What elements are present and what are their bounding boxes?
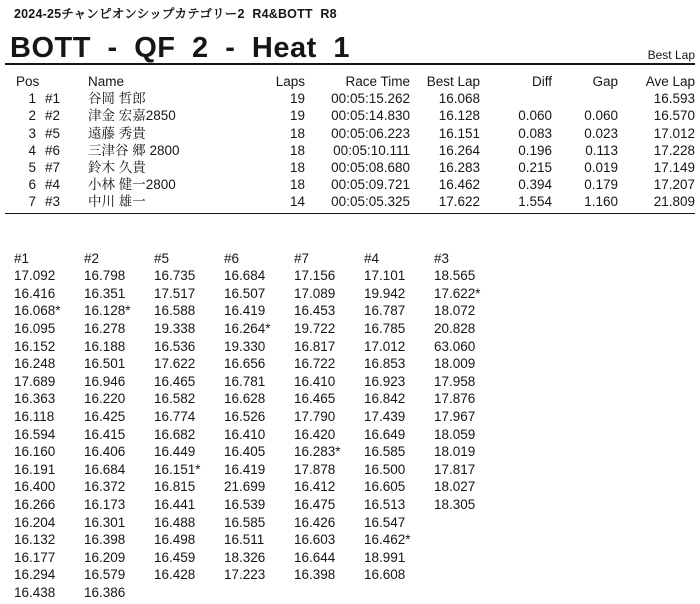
lap-time-cell: 16.536 (154, 338, 196, 354)
lap-time-cell: 16.301 (84, 514, 126, 530)
results-cell-name: 津金 宏嘉2850 (88, 108, 176, 124)
lap-time-cell (434, 584, 504, 602)
lap-time-cell: 17.967 (434, 408, 476, 424)
lap-time-cell: 17.517 (154, 285, 196, 301)
results-col-header-diff: Diff (531, 74, 552, 89)
results-cell-gap: 0.113 (585, 142, 618, 158)
results-col-header-ave_lap: Ave Lap (645, 74, 695, 89)
lap-time-cell: 16.406 (84, 444, 126, 460)
lap-time-cell: 16.151* (154, 461, 201, 477)
lap-time-cell: 16.248 (14, 356, 56, 372)
results-cell-diff: 0.394 (518, 177, 552, 193)
results-cell-name: 三津谷 郷 2800 (88, 142, 180, 158)
lap-row (14, 566, 504, 584)
lap-time-cell: 16.500 (364, 461, 406, 477)
lap-row (14, 320, 504, 338)
lap-time-cell: 18.991 (364, 549, 406, 565)
lap-time-cell: 16.526 (224, 408, 266, 424)
results-header-row (14, 73, 695, 90)
lap-time-cell: 16.410 (294, 373, 336, 389)
results-divider (5, 213, 695, 214)
lap-time-cell: 17.622 (154, 356, 196, 372)
lap-time-cell: 16.132 (14, 532, 56, 548)
lap-time-cell: 16.405 (224, 444, 266, 460)
lap-time-cell: 17.439 (364, 408, 406, 424)
results-cell-best_lap: 16.462 (438, 177, 480, 193)
lap-time-cell: 17.156 (294, 268, 336, 284)
results-cell-diff: 0.196 (518, 142, 552, 158)
lap-time-cell: 16.735 (154, 268, 196, 284)
page-title: BOTT - QF 2 - Heat 1 (10, 32, 350, 64)
lap-time-cell: 16.588 (154, 303, 196, 319)
results-cell-num: #5 (45, 125, 61, 141)
lap-time-cell (154, 584, 224, 602)
lap-time-cell: 18.072 (434, 303, 476, 319)
results-cell-name: 小林 健一2800 (88, 177, 176, 193)
results-cell-pos: 4 (28, 142, 36, 158)
results-cell-best_lap: 16.151 (438, 125, 480, 141)
lap-col-header: #2 (84, 250, 100, 266)
lap-time-cell (224, 584, 294, 602)
lap-time-cell: 16.459 (154, 549, 196, 565)
lap-time-cell (434, 566, 504, 584)
lap-time-cell: 16.294 (14, 567, 56, 583)
lap-time-cell (434, 531, 504, 549)
lap-time-cell: 16.605 (364, 479, 406, 495)
lap-time-cell: 16.787 (364, 303, 406, 319)
results-row (14, 90, 695, 107)
lap-time-cell: 19.338 (154, 321, 196, 336)
results-cell-diff: 1.554 (518, 194, 552, 210)
lap-time-cell: 16.649 (364, 426, 406, 442)
lap-time-cell: 16.372 (84, 479, 126, 495)
lap-time-cell: 16.449 (154, 444, 196, 460)
results-cell-race_time: 00:05:09.721 (331, 177, 410, 193)
results-cell-diff: 0.083 (518, 125, 552, 141)
lap-time-cell: 16.582 (154, 391, 196, 407)
title-row (5, 22, 695, 63)
results-cell-gap: 1.160 (584, 194, 618, 210)
lap-time-cell: 16.283* (294, 444, 341, 460)
lap-time-cell: 16.608 (364, 567, 406, 583)
lap-time-cell (434, 549, 504, 567)
lap-row (14, 478, 504, 496)
lap-time-cell: 18.326 (224, 549, 266, 565)
results-cell-num: #6 (45, 142, 61, 158)
lap-time-cell: 17.089 (294, 285, 336, 301)
results-cell-ave_lap: 17.207 (653, 177, 695, 193)
lap-time-cell: 16.501 (84, 356, 126, 372)
results-col-header-laps: Laps (275, 74, 305, 89)
lap-time-cell: 16.853 (364, 356, 406, 372)
lap-time-cell: 17.958 (434, 373, 476, 389)
lap-time-cell: 17.223 (224, 567, 266, 583)
results-cell-gap: 0.023 (584, 125, 618, 141)
results-row (14, 193, 695, 210)
lap-time-cell: 17.092 (14, 268, 56, 284)
lap-time-cell: 16.177 (14, 549, 56, 565)
best-lap-note: Best Lap (647, 48, 695, 62)
lap-time-cell: 16.068* (14, 303, 61, 319)
lap-time-cell: 16.419 (224, 303, 266, 319)
lap-time-cell: 16.386 (84, 584, 126, 600)
lap-time-cell: 16.603 (294, 532, 336, 548)
results-cell-gap (552, 90, 618, 107)
lap-time-cell: 16.684 (84, 461, 126, 477)
lap-row (14, 285, 504, 303)
lap-row (14, 461, 504, 479)
lap-time-cell: 16.398 (84, 532, 126, 548)
results-cell-pos: 5 (28, 160, 36, 176)
results-col-header-pos: Pos (16, 74, 40, 89)
lap-col-header: #6 (224, 250, 240, 266)
lap-time-cell: 16.173 (84, 496, 126, 512)
lap-time-cell: 16.817 (294, 338, 336, 354)
lap-time-cell: 17.012 (364, 338, 406, 354)
lap-time-cell: 16.438 (14, 584, 56, 600)
results-body (14, 90, 695, 210)
lap-time-cell: 16.465 (294, 391, 336, 407)
lap-time-cell: 16.946 (84, 373, 126, 389)
results-cell-laps: 18 (289, 125, 305, 141)
lap-col-header: #5 (154, 250, 170, 266)
lap-time-cell: 16.475 (294, 496, 336, 512)
results-cell-race_time: 00:05:14.830 (331, 108, 410, 124)
results-cell-name: 鈴木 久貴 (88, 160, 146, 176)
results-cell-num: #3 (45, 194, 61, 210)
lap-time-cell: 18.019 (434, 444, 476, 460)
lap-time-cell: 16.410 (224, 426, 266, 442)
lap-col-header: #7 (294, 250, 310, 266)
lap-row (14, 426, 504, 444)
document-header (5, 6, 695, 63)
lap-time-cell: 16.415 (84, 426, 126, 442)
results-row (14, 125, 695, 142)
lap-row (14, 338, 504, 356)
results-row (14, 142, 695, 159)
results-col-header-race_time: Race Time (345, 74, 410, 89)
results-cell-gap: 0.019 (584, 160, 618, 176)
lap-time-cell: 17.876 (434, 391, 476, 407)
results-col-header-gap: Gap (592, 74, 618, 89)
lap-row (14, 443, 504, 461)
lap-time-cell: 16.453 (294, 303, 336, 319)
lap-time-cell: 16.785 (364, 321, 406, 336)
results-cell-ave_lap: 16.570 (653, 108, 695, 124)
lap-time-cell: 16.507 (224, 285, 266, 301)
lap-time-cell: 16.128* (84, 303, 131, 319)
lap-row (14, 496, 504, 514)
lap-row (14, 302, 504, 320)
lap-time-cell: 16.511 (224, 532, 265, 548)
lap-time-cell: 16.465 (154, 373, 196, 389)
results-cell-laps: 18 (289, 160, 305, 176)
results-cell-ave_lap: 21.809 (653, 194, 695, 210)
results-cell-best_lap: 16.068 (438, 91, 480, 107)
results-cell-num: #2 (45, 108, 61, 124)
lap-time-cell: 16.204 (14, 514, 56, 530)
lap-time-cell: 16.585 (364, 444, 406, 460)
lap-time-cell: 16.220 (84, 391, 126, 407)
lap-times-table (14, 250, 504, 602)
results-cell-name: 谷岡 哲郎 (88, 91, 146, 107)
results-cell-name: 中川 雄一 (88, 194, 146, 210)
results-cell-ave_lap: 16.593 (653, 91, 695, 107)
lap-col-header: #3 (434, 250, 450, 266)
results-cell-num: #4 (45, 177, 61, 193)
lap-time-cell: 16.160 (14, 444, 56, 460)
lap-time-cell: 18.009 (434, 356, 476, 372)
lap-time-cell: 16.363 (14, 391, 56, 407)
lap-time-cell: 16.152 (14, 338, 56, 354)
lap-time-cell: 21.699 (224, 479, 266, 495)
lap-time-cell: 63.060 (434, 338, 476, 354)
lap-time-cell: 16.539 (224, 496, 266, 512)
lap-time-cell: 16.594 (14, 426, 56, 442)
results-cell-laps: 19 (289, 108, 305, 124)
lap-header-row (14, 250, 504, 268)
results-cell-name: 遠藤 秀貴 (88, 125, 146, 141)
results-cell-laps: 18 (289, 177, 305, 193)
results-cell-ave_lap: 17.149 (653, 160, 695, 176)
results-cell-laps: 14 (289, 194, 305, 210)
lap-time-cell (434, 514, 504, 532)
lap-time-cell: 16.266 (14, 496, 56, 512)
lap-time-cell: 16.656 (224, 356, 266, 372)
results-col-header-num (42, 73, 68, 90)
lap-time-cell: 16.842 (364, 391, 406, 407)
lap-col-header: #4 (364, 250, 380, 266)
lap-time-cell: 16.815 (154, 479, 196, 495)
lap-row (14, 531, 504, 549)
lap-time-cell: 16.278 (84, 321, 126, 336)
lap-time-cell: 17.790 (294, 408, 336, 424)
lap-time-cell: 16.420 (294, 426, 336, 442)
lap-time-cell: 16.722 (294, 356, 336, 372)
lap-time-cell: 19.330 (224, 338, 266, 354)
lap-row (14, 390, 504, 408)
lap-time-cell: 18.059 (434, 426, 476, 442)
results-cell-diff: 0.060 (518, 108, 552, 124)
lap-time-cell: 16.644 (294, 549, 336, 565)
lap-time-cell: 19.942 (364, 285, 406, 301)
lap-time-cell (364, 584, 434, 602)
results-cell-num: #7 (45, 160, 61, 176)
results-cell-num: #1 (45, 91, 61, 107)
lap-time-cell: 17.817 (434, 461, 476, 477)
lap-time-cell: 16.264* (224, 321, 271, 336)
results-cell-pos: 1 (28, 91, 36, 107)
lap-time-cell: 16.400 (14, 479, 56, 495)
results-row (14, 107, 695, 124)
lap-time-cell: 16.191 (14, 461, 56, 477)
lap-time-cell: 16.426 (294, 514, 336, 530)
results-cell-diff (480, 90, 552, 107)
results-col-header-name: Name (88, 74, 125, 89)
results-table (14, 73, 695, 211)
lap-time-cell: 16.498 (154, 532, 196, 548)
results-cell-ave_lap: 17.228 (653, 142, 695, 158)
lap-time-cell (294, 584, 364, 602)
lap-time-cell: 17.689 (14, 373, 56, 389)
lap-time-cell: 16.095 (14, 321, 56, 336)
results-cell-race_time: 00:05:05.325 (331, 194, 410, 210)
lap-time-cell: 16.428 (154, 567, 196, 583)
results-cell-race_time: 00:05:10.111 (333, 142, 410, 158)
lap-time-cell: 16.513 (364, 496, 406, 512)
results-cell-pos: 6 (28, 177, 36, 193)
results-cell-best_lap: 17.622 (438, 194, 480, 210)
lap-time-cell: 16.188 (84, 338, 126, 354)
results-cell-diff: 0.215 (518, 160, 552, 176)
results-cell-ave_lap: 17.012 (653, 125, 695, 141)
lap-time-cell: 16.416 (14, 285, 56, 301)
lap-time-cell: 16.425 (84, 408, 126, 424)
lap-time-cell: 18.305 (434, 496, 476, 512)
lap-time-cell: 16.462* (364, 532, 411, 548)
lap-time-cell: 16.412 (294, 479, 336, 495)
lap-time-cell: 16.682 (154, 426, 196, 442)
lap-time-cell: 17.101 (364, 268, 406, 284)
results-cell-gap: 0.060 (584, 108, 618, 124)
results-cell-laps: 19 (289, 91, 305, 107)
results-cell-gap: 0.179 (584, 177, 618, 193)
results-cell-race_time: 00:05:15.262 (331, 91, 410, 107)
lap-row (14, 355, 504, 373)
lap-time-cell: 19.722 (294, 321, 336, 336)
lap-time-cell: 17.622* (434, 285, 481, 301)
results-cell-best_lap: 16.128 (438, 108, 480, 124)
lap-time-cell: 20.828 (434, 321, 476, 336)
results-cell-race_time: 00:05:08.680 (331, 160, 410, 176)
results-row (14, 159, 695, 176)
lap-time-cell: 16.209 (84, 549, 126, 565)
lap-time-cell: 18.027 (434, 479, 476, 495)
championship-category-line: 2024-25チャンピオンシップカテゴリー2 R4&BOTT R8 (14, 7, 337, 21)
lap-row (14, 373, 504, 391)
lap-time-cell: 16.441 (154, 496, 196, 512)
lap-time-cell: 16.774 (154, 408, 196, 424)
lap-row (14, 267, 504, 285)
lap-time-cell: 16.547 (364, 514, 406, 530)
results-col-header-best_lap: Best Lap (426, 74, 480, 89)
results-cell-best_lap: 16.283 (438, 160, 480, 176)
lap-time-cell: 16.781 (224, 373, 266, 389)
lap-row (14, 584, 504, 602)
lap-col-header: #1 (14, 250, 30, 266)
lap-time-cell: 16.628 (224, 391, 266, 407)
lap-time-cell: 17.878 (294, 461, 336, 477)
lap-time-cell: 16.118 (14, 408, 55, 424)
results-cell-race_time: 00:05:06.223 (331, 125, 410, 141)
results-cell-pos: 2 (28, 108, 36, 124)
lap-time-cell: 16.585 (224, 514, 266, 530)
lap-row (14, 514, 504, 532)
results-cell-laps: 18 (289, 142, 305, 158)
lap-time-cell: 16.488 (154, 514, 196, 530)
lap-times-body (14, 267, 504, 601)
results-row (14, 176, 695, 193)
results-cell-best_lap: 16.264 (438, 142, 480, 158)
results-cell-pos: 3 (28, 125, 36, 141)
lap-time-cell: 16.798 (84, 268, 126, 284)
lap-time-cell: 16.684 (224, 268, 266, 284)
lap-row (14, 549, 504, 567)
lap-time-cell: 16.923 (364, 373, 406, 389)
lap-time-cell: 16.579 (84, 567, 126, 583)
lap-row (14, 408, 504, 426)
lap-time-cell: 16.351 (84, 285, 126, 301)
lap-time-cell: 18.565 (434, 268, 476, 284)
lap-time-cell: 16.398 (294, 567, 336, 583)
results-cell-pos: 7 (28, 194, 36, 210)
lap-time-cell: 16.419 (224, 461, 266, 477)
